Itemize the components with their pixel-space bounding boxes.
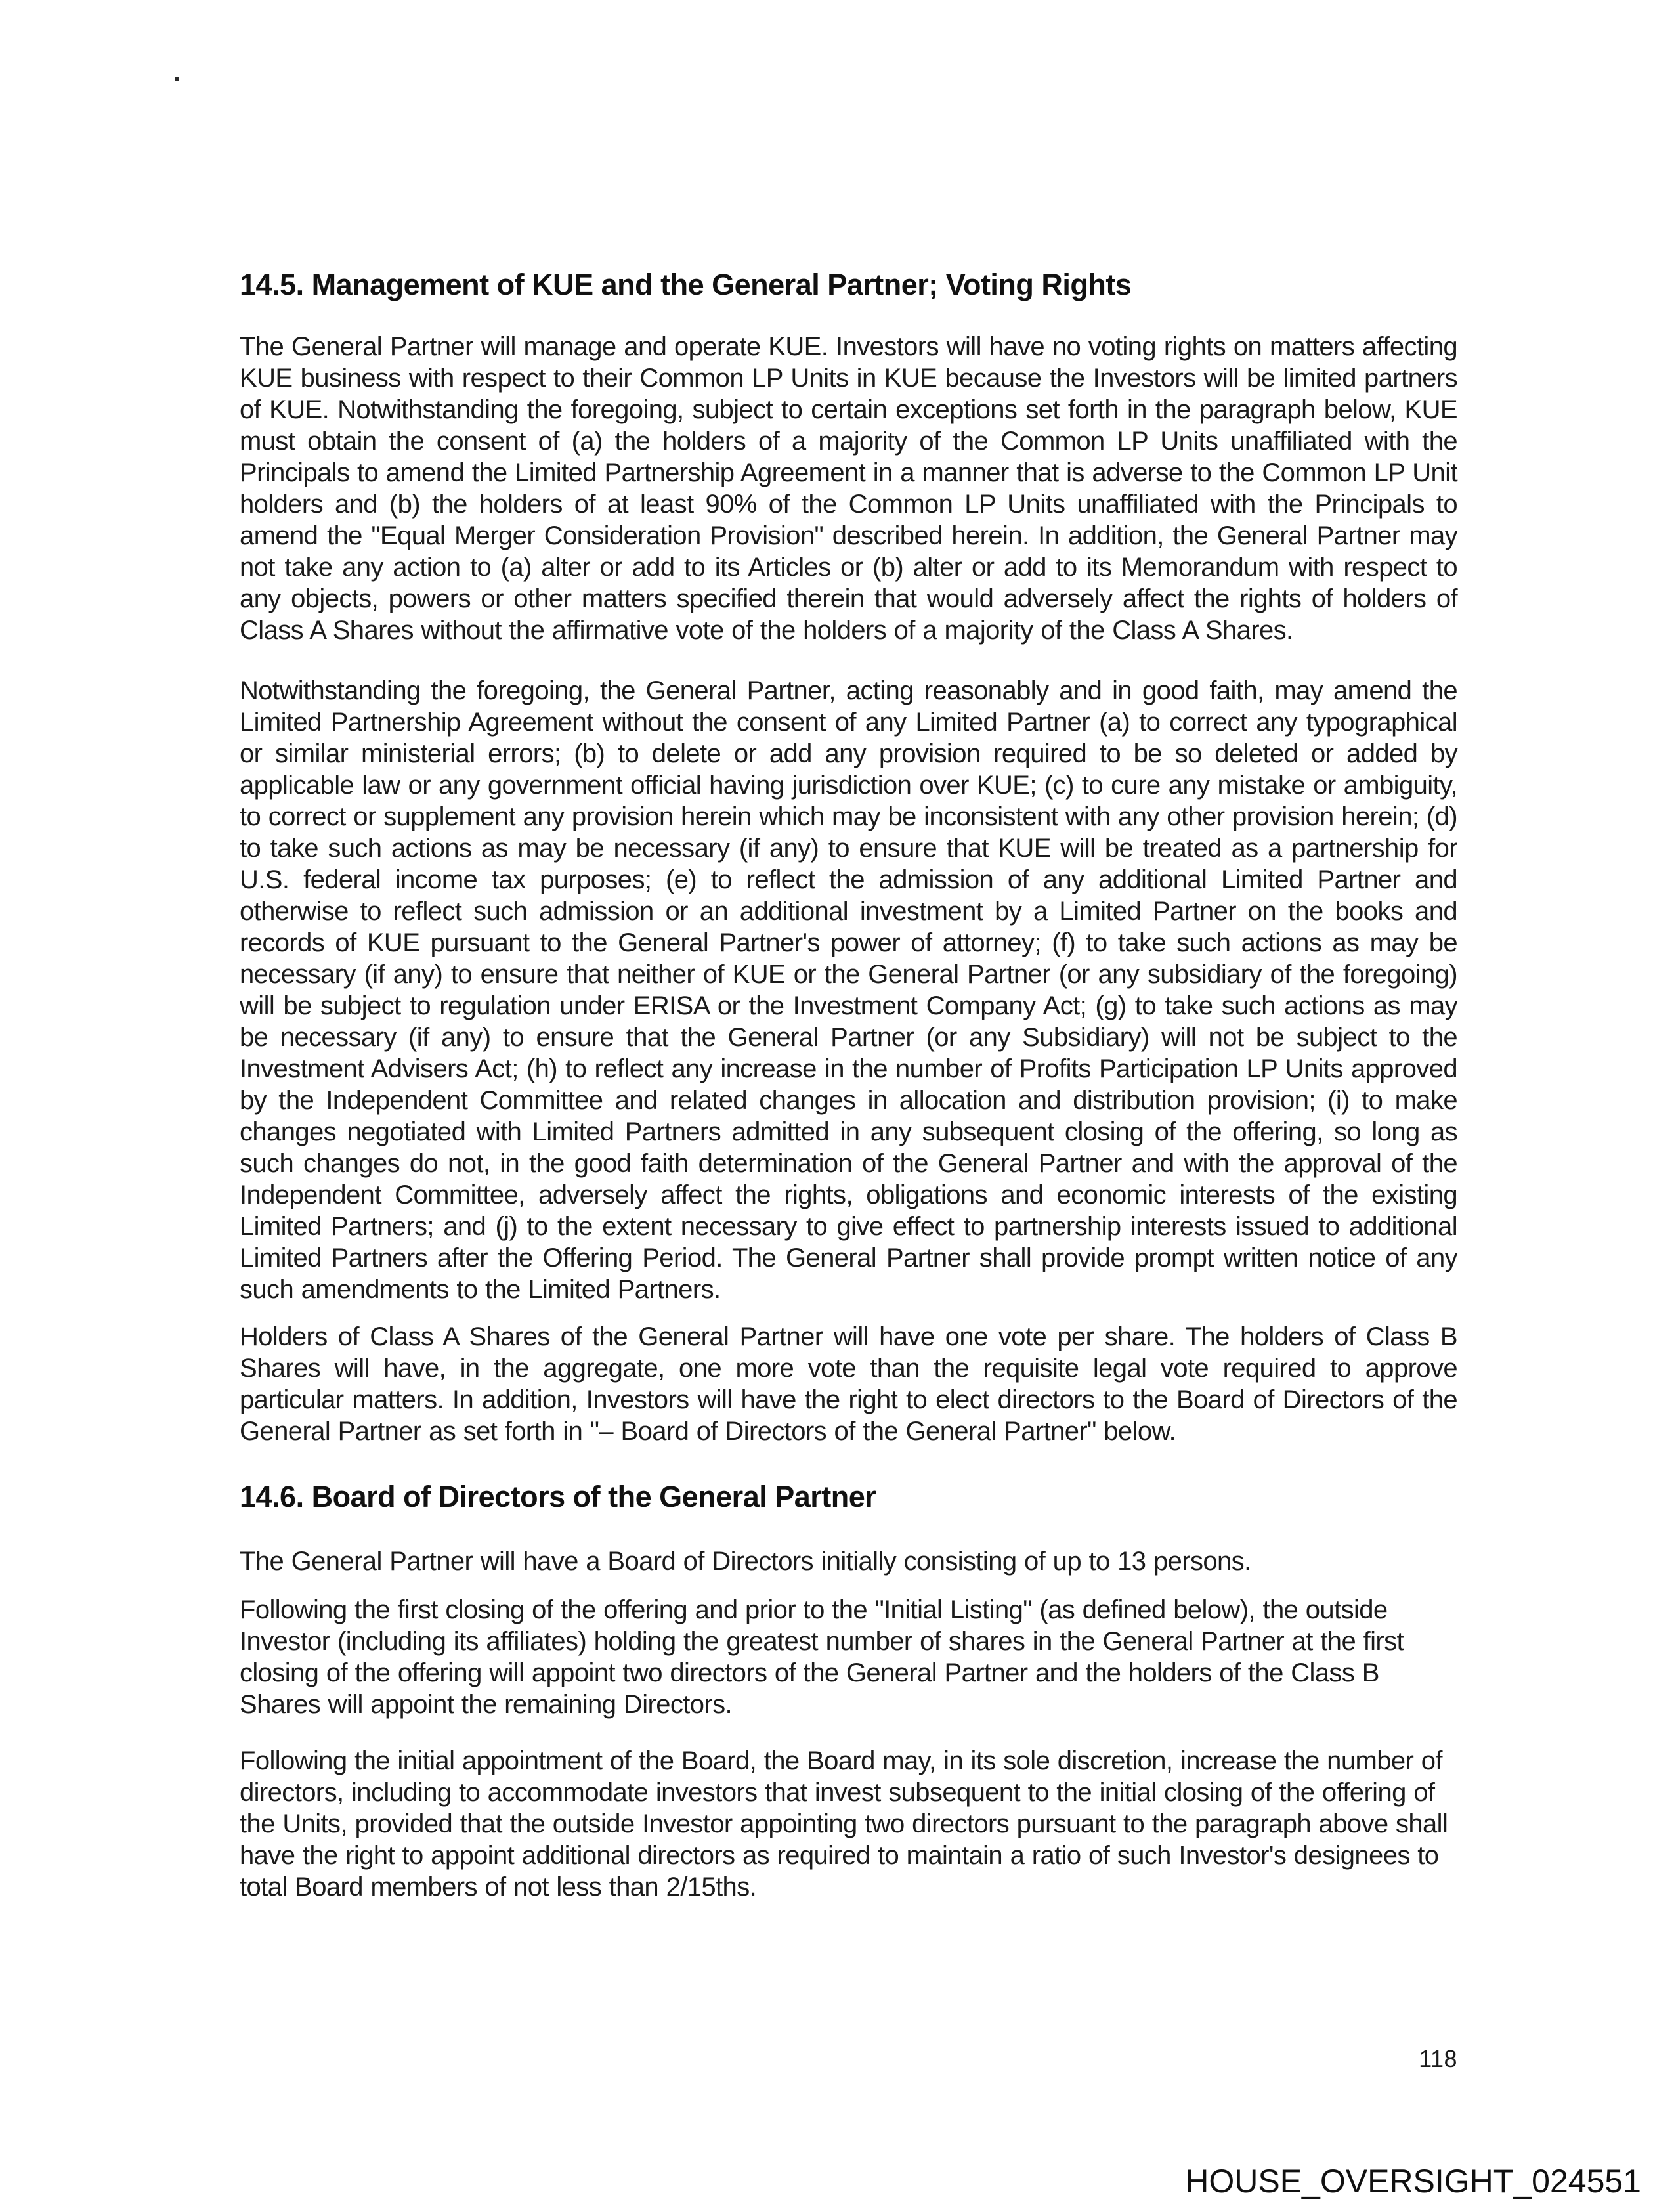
paragraph: Notwithstanding the foregoing, the General Partner, acting reasonably and in good faith, may amend the Limited Partnership Agreement without the consent of any Limited Partner (a) to correct any typographical or similar ministerial errors; (b) to delete or add any provision required to be so deleted or added by applicable law or any government official having jurisdiction over KUE; (c) to cure any mistake or ambiguity, to correct or supplement any provision herein which may be inconsistent with any other provision herein; (d) to take such actions as may be necessary (if any) to ensure that KUE will be treated as a partnership for U.S. federal income tax purposes; (e) to reflect the admission of any additional Limited Partner and otherwise to reflect such admission or an additional investment by a Limited Partner on the books and records of KUE pursuant to the General Partner's power of attorney; (f) to take such actions as may be necessary (if any) to ensure that neither of KUE or the General Partner (or any subsidiary of the foregoing) will be subject to regulation under ERISA or the Investment Company Act; (g) to take such actions as may be necessary (if any) to ensure that the General Partner (or any Subsidiary) will not be subject to the Investment Advisers Act; (h) to reflect any increase in the number of Profits Participation LP Units approved by the Independent Committee and related changes in allocation and distribution provision; (i) to make changes negotiated with Limited Partners admitted in any subsequent closing of the offering, so long as such changes do not, in the good faith determination of the General Partner and with the approval of the Independent Committee, adversely affect the rights, obligations and economic interests of the existing Limited Partners; and (j) to the extent necessary to give effect to partnership interests issued to additional Limited Partners after the Offering Period. The General Partner shall provide prompt written notice of any such amendments to the Limited Partners. [240, 676, 1457, 1304]
bates-stamp: HOUSE_OVERSIGHT_024551 [1185, 2163, 1641, 2200]
paragraph: Holders of Class A Shares of the General Partner will have one vote per share. The holders of Class B Shares will have, in the aggregate, one more vote than the requisite legal vote required to approve particular matters. In addition, Investors will have the right to elect directors to the Board of Directors of the General Partner as set forth in "– Board of Directors of the General Partner" below. [240, 1322, 1457, 1446]
section-heading-14-6: 14.6. Board of Directors of the General Partner [240, 1480, 876, 1513]
page-number: 118 [1419, 2045, 1457, 2072]
document-body [240, 0, 1457, 1903]
paragraph: Following the initial appointment of the Board, the Board may, in its sole discretion, increase the number of directors, including to accommodate investors that invest subsequent to the initial closing of the offering of the Units, provided that the outside Investor appointing two directors pursuant to the paragraph above shall have the right to appoint additional directors as required to maintain a ratio of such Investor's designees to total Board members of not less than 2/15ths. [240, 1746, 1448, 1901]
section-management-voting-rights [240, 269, 1457, 1447]
paragraph: Following the first closing of the offering and prior to the "Initial Listing" (as defined below), the outside Investor (including its affiliates) holding the greatest number of shares in the General Partner at the first closing of the offering will appoint two directors of the General Partner and the holders of the Class B Shares will appoint the remaining Directors. [240, 1595, 1404, 1719]
section-board-of-directors [240, 1481, 1457, 1903]
paragraph: The General Partner will have a Board of Directors initially consisting of up to 13 persons. [240, 1547, 1251, 1576]
section-heading-14-5: 14.5. Management of KUE and the General Partner; Voting Rights [240, 268, 1132, 301]
paragraph: The General Partner will manage and operate KUE. Investors will have no voting rights on matters affecting KUE business with respect to their Common LP Units in KUE because the Investors will be limited partners of KUE. Notwithstanding the foregoing, subject to certain exceptions set forth in the paragraph below, KUE must obtain the consent of (a) the holders of a majority of the Common LP Units unaffiliated with the Principals to amend the Limited Partnership Agreement in a manner that is adverse to the Common LP Unit holders and (b) the holders of at least 90% of the Common LP Units unaffiliated with the Principals to amend the "Equal Merger Consideration Provision" described herein. In addition, the General Partner may not take any action to (a) alter or add to its Articles or (b) alter or add to its Memorandum with respect to any objects, powers or other matters specified therein that would adversely affect the rights of holders of Class A Shares without the affirmative vote of the holders of a majority of the Class A Shares. [240, 332, 1457, 645]
scan-artifact-speck [175, 77, 179, 81]
